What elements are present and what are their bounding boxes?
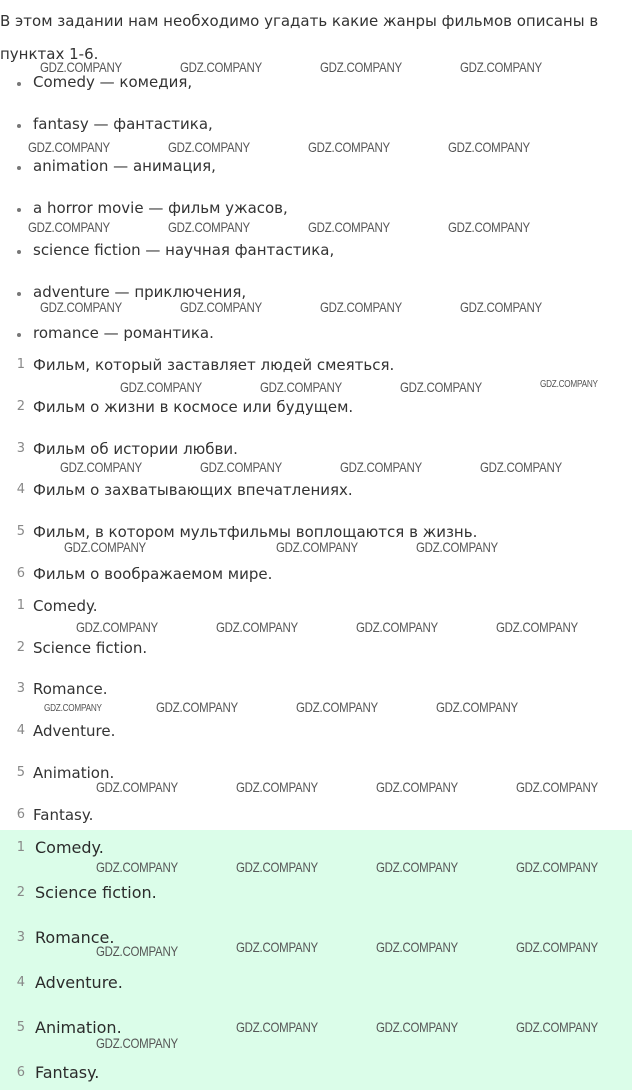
watermark-text: GDZ.COMPANY [480,459,562,475]
watermark-text: GDZ.COMPANY [448,219,530,235]
genre-item: adventure — приключения, [33,283,247,301]
watermark-text: GDZ.COMPANY [416,539,498,555]
watermark-text: GDZ.COMPANY [460,299,542,315]
watermark-text: GDZ.COMPANY [308,219,390,235]
watermark-text: GDZ.COMPANY [340,459,422,475]
watermark-text: GDZ.COMPANY [436,699,518,715]
item-number: 1 [16,840,25,855]
item-number: 6 [16,1065,25,1080]
watermark-text: GDZ.COMPANY [296,699,378,715]
final-answer-item [16,973,123,992]
item-number: 1 [16,357,25,372]
watermark-text: GDZ.COMPANY [376,1019,458,1035]
genre-item: Comedy — комедия, [33,73,193,91]
item-number: 3 [16,930,25,945]
watermark-text: GDZ.COMPANY [516,939,598,955]
watermark-text: GDZ.COMPANY [40,59,122,75]
watermark-text: GDZ.COMPANY [516,1019,598,1035]
watermark-text: GDZ.COMPANY [320,59,402,75]
watermark-text: GDZ.COMPANY [168,219,250,235]
item-number: 6 [16,566,25,581]
item-number: 3 [16,441,25,456]
watermark-text: GDZ.COMPANY [320,299,402,315]
answer-item [16,806,94,824]
description-text: Фильм о захватывающих впечатлениях. [33,481,353,499]
answer-item [16,639,148,657]
answer-text: Adventure. [33,722,116,740]
item-number: 3 [16,681,25,696]
watermark-text: GDZ.COMPANY [120,379,202,395]
description-text: Фильм об истории любви. [33,440,238,458]
final-answer-text: Animation. [35,1018,122,1037]
watermark-text: GDZ.COMPANY [96,779,178,795]
watermark-text: GDZ.COMPANY [376,859,458,875]
genre-item: a horror movie — фильм ужасов, [33,199,288,217]
answer-item [16,597,98,615]
watermark-text: GDZ.COMPANY [540,379,598,390]
item-number: 5 [16,524,25,539]
answer-item [16,680,108,698]
watermark-text: GDZ.COMPANY [200,459,282,475]
answer-text: Fantasy. [33,806,94,824]
item-number: 4 [16,723,25,738]
final-answer-text: Adventure. [35,973,123,992]
item-number: 2 [16,399,25,414]
genre-item: animation — анимация, [33,157,216,175]
final-answer-item [16,1063,100,1082]
genre-item: fantasy — фантастика, [33,115,213,133]
watermark-text: GDZ.COMPANY [400,379,482,395]
watermark-text: GDZ.COMPANY [168,139,250,155]
watermark-text: GDZ.COMPANY [516,779,598,795]
description-item [16,440,238,458]
watermark-text: GDZ.COMPANY [276,539,358,555]
description-text: Фильм о жизни в космосе или будущем. [33,398,354,416]
watermark-text: GDZ.COMPANY [180,299,262,315]
watermark-text: GDZ.COMPANY [448,139,530,155]
item-number: 5 [16,765,25,780]
watermark-text: GDZ.COMPANY [28,139,110,155]
watermark-text: GDZ.COMPANY [96,943,178,959]
item-number: 5 [16,1020,25,1035]
description-item [16,356,395,374]
final-answer-item [16,838,104,857]
answer-item [16,722,116,740]
intro-text: В этом задании нам необходимо угадать какие жанры фильмов описаны в пунктах 1-6. [0,12,599,63]
description-item [16,481,353,499]
watermark-text: GDZ.COMPANY [356,619,438,635]
watermark-text: GDZ.COMPANY [44,703,102,714]
watermark-text: GDZ.COMPANY [236,859,318,875]
watermark-text: GDZ.COMPANY [376,779,458,795]
description-item [16,565,273,583]
genre-item: science fiction — научная фантастика, [33,241,335,259]
item-number: 1 [16,598,25,613]
item-number: 2 [16,885,25,900]
item-number: 4 [16,975,25,990]
answer-text: Science fiction. [33,639,148,657]
watermark-text: GDZ.COMPANY [156,699,238,715]
watermark-text: GDZ.COMPANY [236,1019,318,1035]
final-answer-item [16,883,157,902]
description-item [16,398,354,416]
watermark-text: GDZ.COMPANY [236,779,318,795]
item-number: 2 [16,640,25,655]
watermark-text: GDZ.COMPANY [96,1035,178,1051]
final-answer-text: Comedy. [35,838,104,857]
watermark-text: GDZ.COMPANY [260,379,342,395]
watermark-text: GDZ.COMPANY [76,619,158,635]
watermark-text: GDZ.COMPANY [180,59,262,75]
watermark-text: GDZ.COMPANY [64,539,146,555]
description-text: Фильм о воображаемом мире. [33,565,273,583]
item-number: 6 [16,807,25,822]
final-answer-text: Romance. [35,928,115,947]
watermark-text: GDZ.COMPANY [236,939,318,955]
watermark-text: GDZ.COMPANY [516,859,598,875]
watermark-text: GDZ.COMPANY [96,859,178,875]
watermark-text: GDZ.COMPANY [460,59,542,75]
description-text: Фильм, который заставляет людей смеяться. [33,356,395,374]
genre-item: romance — романтика. [33,324,214,342]
watermark-text: GDZ.COMPANY [216,619,298,635]
description-text: Фильм, в котором мультфильмы воплощаются в жизнь. [33,523,478,541]
watermark-text: GDZ.COMPANY [40,299,122,315]
final-answer-text: Fantasy. [35,1063,100,1082]
watermark-text: GDZ.COMPANY [28,219,110,235]
item-number: 4 [16,482,25,497]
final-answer-text: Science fiction. [35,883,157,902]
watermark-text: GDZ.COMPANY [60,459,142,475]
watermark-text: GDZ.COMPANY [496,619,578,635]
answer-text: Animation. [33,764,115,782]
answer-text: Comedy. [33,597,98,615]
answer-text: Romance. [33,680,108,698]
watermark-text: GDZ.COMPANY [376,939,458,955]
watermark-text: GDZ.COMPANY [308,139,390,155]
